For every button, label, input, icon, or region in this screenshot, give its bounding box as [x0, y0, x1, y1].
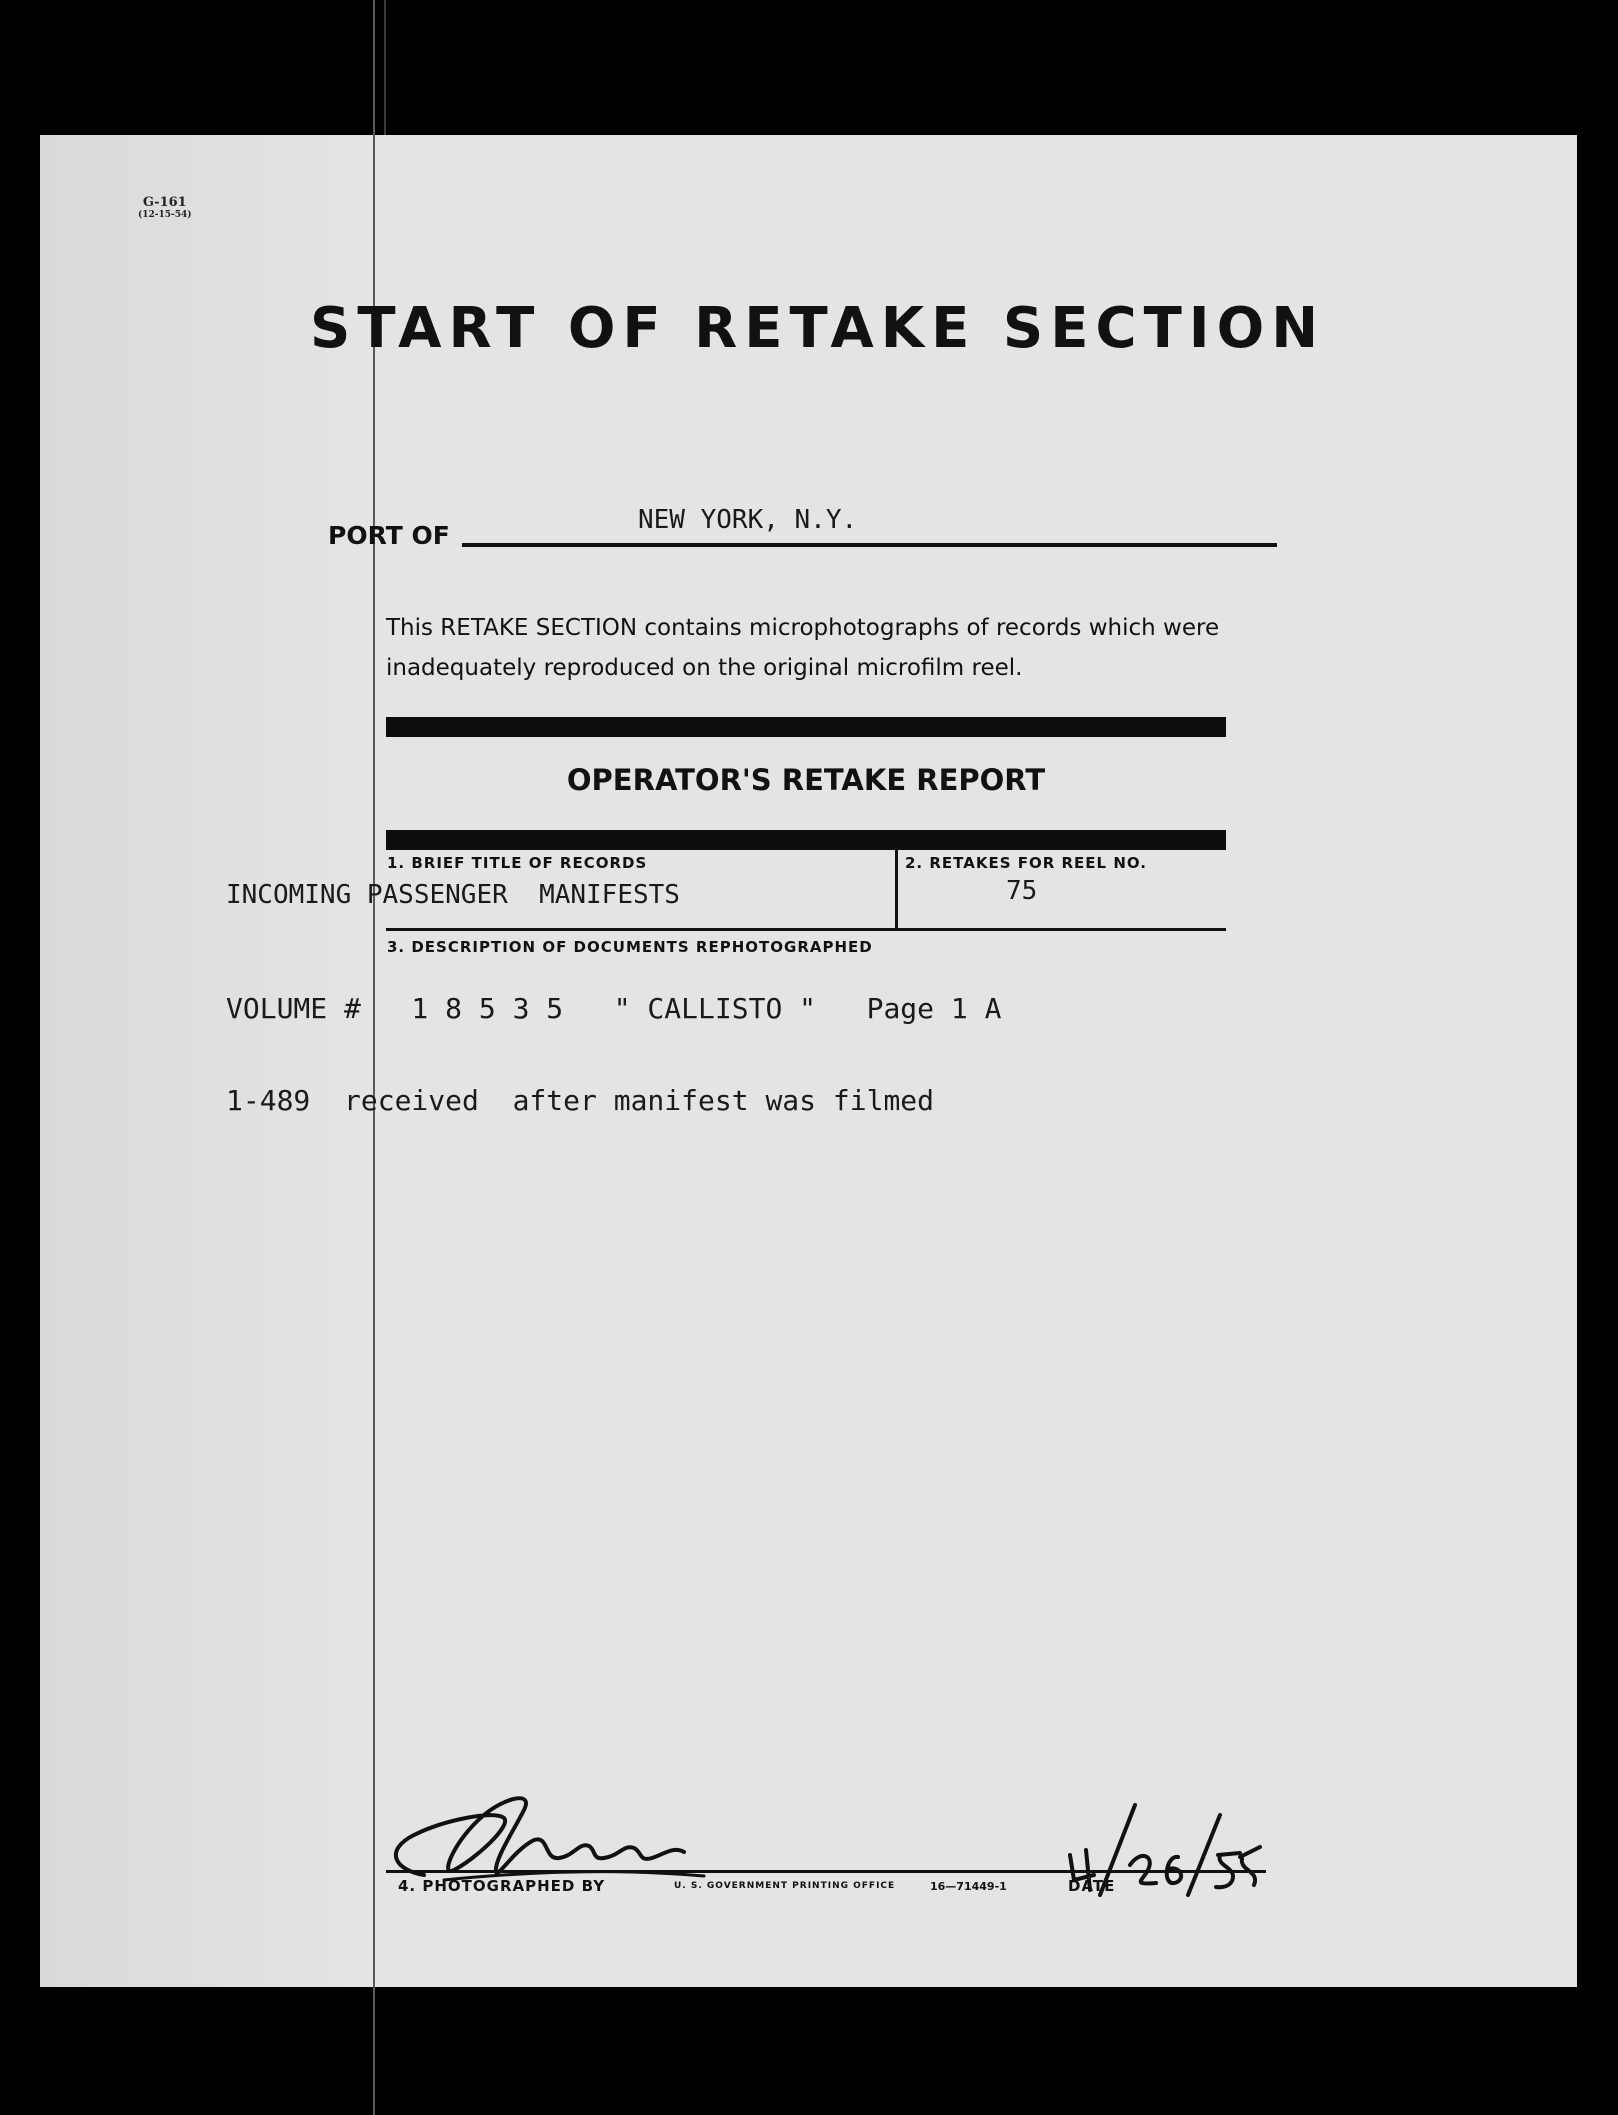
description-volume-line: VOLUME # 1 8 5 3 5 " CALLISTO " Page 1 A — [226, 992, 1002, 1025]
date-label: DATE — [1068, 1877, 1116, 1895]
reel-number-label: 2. RETAKES FOR REEL NO. — [905, 854, 1147, 872]
form-number: 16—71449-1 — [930, 1880, 1007, 1893]
brief-title-value: INCOMING PASSENGER MANIFESTS — [226, 880, 680, 910]
operator-signature — [384, 1780, 724, 1890]
divider-bar-bottom — [386, 830, 1226, 850]
intro-line-2: inadequately reproduced on the original microfilm reel. — [386, 655, 1023, 681]
port-underline — [462, 543, 1277, 547]
form-revision-date: (12-15-54) — [138, 210, 192, 220]
intro-line-1: This RETAKE SECTION contains microphotographs of records which were — [386, 615, 1220, 641]
report-heading: OPERATOR'S RETAKE REPORT — [566, 763, 1046, 797]
field-divider-horizontal — [386, 928, 1226, 931]
paper-shading — [40, 135, 370, 1987]
field-divider-vertical — [895, 850, 898, 930]
film-splice-mark-top — [384, 0, 386, 135]
document-page — [40, 135, 1577, 1987]
description-label: 3. DESCRIPTION OF DOCUMENTS REPHOTOGRAPHED — [387, 938, 873, 956]
brief-title-label: 1. BRIEF TITLE OF RECORDS — [387, 854, 648, 872]
description-received-line: 1-489 received after manifest was filmed — [226, 1084, 935, 1117]
printing-office-note: U. S. GOVERNMENT PRINTING OFFICE — [674, 1881, 896, 1891]
form-code-block — [138, 196, 192, 222]
port-value: NEW YORK, N.Y. — [638, 505, 858, 535]
divider-bar-top — [386, 717, 1226, 737]
page-title: START OF RETAKE SECTION — [310, 296, 1326, 361]
reel-number-value: 75 — [1006, 876, 1038, 906]
form-code: G-161 — [142, 195, 187, 210]
port-label: PORT OF — [328, 521, 450, 550]
photographed-by-label: 4. PHOTOGRAPHED BY — [398, 1877, 606, 1895]
signature-line — [386, 1870, 1266, 1873]
intro-text — [386, 608, 1246, 688]
